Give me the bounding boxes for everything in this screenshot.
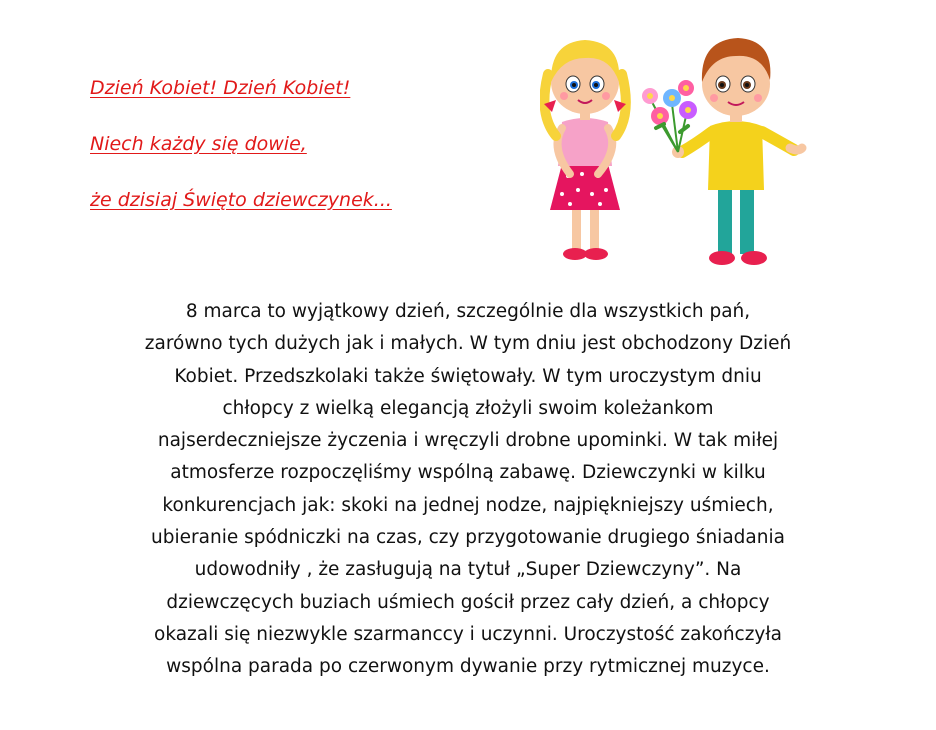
article-line: ubieranie spódniczki na czas, czy przygotowanie drugiego śniadania [151,527,785,549]
article-text [68,296,868,684]
article-line: 8 marca to wyjątkowy dzień, szczególnie dla wszystkich pań, [185,301,751,322]
girl-figure [544,40,626,260]
article-line: dziewczęcych buziach uśmiech gościł przez cały dzień, a chłopcy [166,591,770,613]
poem-line: Dzień Kobiet! Dzień Kobiet! [90,77,351,99]
children-with-flowers-illustration [540,24,810,274]
article-line: atmosferze rozpoczęliśmy wspólną zabawę. Dziewczynki w kilku [170,462,766,484]
poem-line: że dzisiaj Święto dziewczynek... [90,189,392,211]
poem-line: Niech każdy się dowie, [90,133,307,155]
article-line: najserdeczniejsze życzenia i wręczyli drobne upominki. W tak miłej [157,430,779,452]
article-line: wspólna parada po czerwonym dywanie przy rytmicznej muzyce. [166,656,770,678]
article-line: okazali się niezwykle szarmanccy i uczynni. Uroczystość zakończyła [154,623,782,645]
article-line: Kobiet. Przedszkolaki także świętowały. W tym uroczystym dniu [174,365,762,387]
article-line: chłopcy z wielką elegancją złożyli swoim koleżankom [222,397,714,419]
article-line: zarówno tych dużych jak i małych. W tym dniu jest obchodzony Dzień [144,333,792,355]
poem [90,74,510,242]
boy-figure [672,38,802,265]
article-line: udowodniły , że zasługują na tytuł „Super Dziewczyny”. Na [194,559,742,581]
article-line: konkurencjach jak: skoki na jednej nodze, najpiękniejszy uśmiech, [162,494,774,516]
